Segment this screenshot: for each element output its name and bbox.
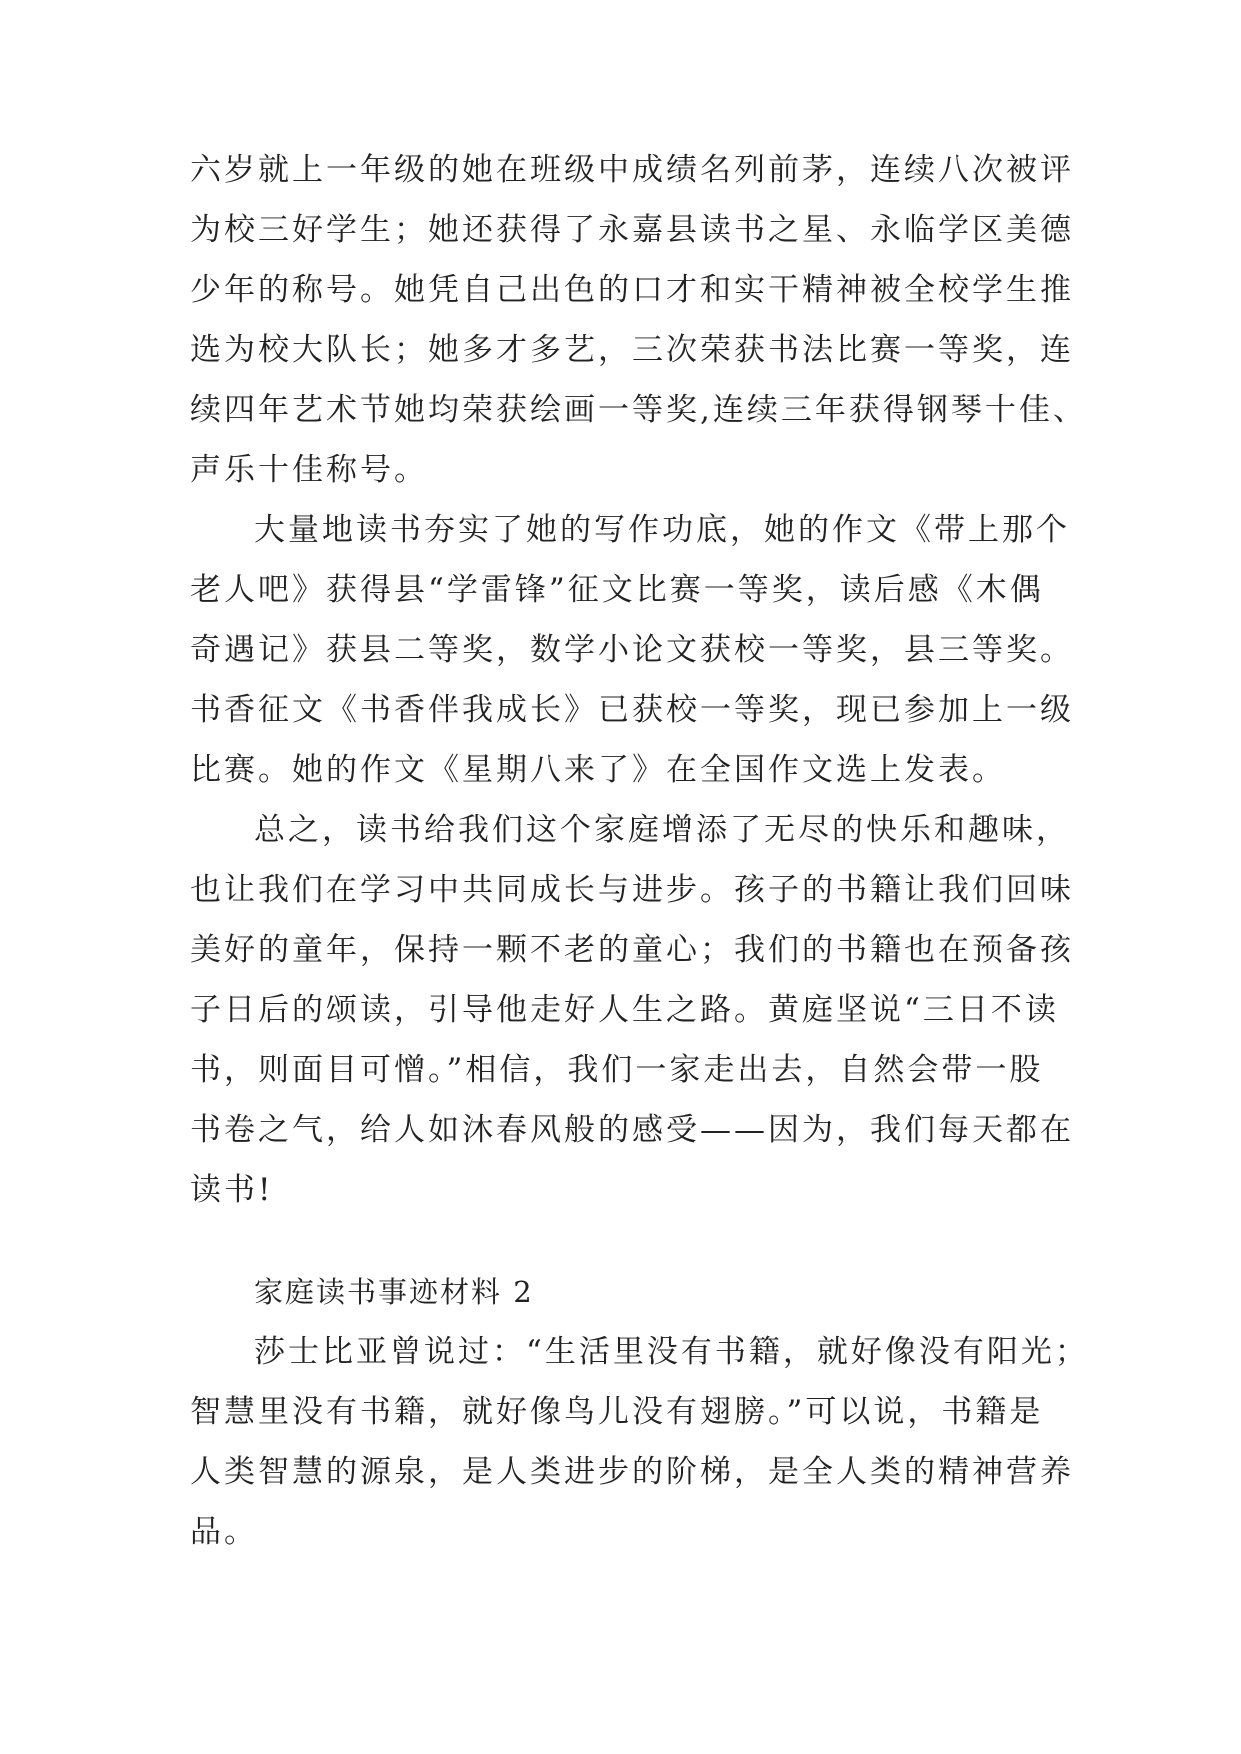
text-line: 也让我们在学习中共同成长与进步。孩子的书籍让我们回味	[190, 872, 1074, 908]
text-line: 读书!	[190, 1172, 274, 1208]
text-line: 大量地读书夯实了她的写作功底，她的作文《带上那个	[254, 512, 1070, 548]
text-line: 奇遇记》获县二等奖，数学小论文获校一等奖，县三等奖。	[190, 632, 1074, 668]
text-line: 书香征文《书香伴我成长》已获校一等奖，现已参加上一级	[190, 692, 1074, 728]
text-line: 美好的童年，保持一颗不老的童心；我们的书籍也在预备孩	[190, 932, 1074, 968]
text-line: 子日后的颂读，引导他走好人生之路。黄庭坚说“三日不读	[190, 992, 1059, 1028]
text-line: 总之，读书给我们这个家庭增添了无尽的快乐和趣味，	[254, 812, 1070, 848]
paragraph-3	[190, 800, 1074, 1220]
text-line: 选为校大队长；她多才多艺，三次荣获书法比赛一等奖，连	[190, 332, 1074, 368]
text-line: 六岁就上一年级的她在班级中成绩名列前茅，连续八次被评	[190, 152, 1074, 188]
paragraph-4	[190, 1322, 1089, 1562]
text-line: 智慧里没有书籍，就好像鸟儿没有翅膀。”可以说，书籍是	[190, 1394, 1044, 1430]
paragraph-2	[190, 500, 1074, 800]
text-line: 莎士比亚曾说过：“生活里没有书籍，就好像没有阳光；	[254, 1334, 1089, 1370]
paragraph-1	[190, 140, 1087, 500]
text-line: 老人吧》获得县“学雷锋”征文比赛一等奖，读后感《木偶	[190, 572, 1044, 608]
text-line: 书卷之气，给人如沐春风般的感受——因为，我们每天都在	[190, 1112, 1074, 1148]
text-line: 续四年艺术节她均荣获绘画一等奖,连续三年获得钢琴十佳、	[190, 392, 1087, 428]
text-line: 书，则面目可憎。”相信，我们一家走出去，自然会带一股	[190, 1052, 1044, 1088]
text-line: 品。	[190, 1514, 258, 1550]
text-line: 声乐十佳称号。	[190, 452, 428, 488]
section-title: 家庭读书事迹材料 2	[254, 1275, 534, 1309]
text-line: 少年的称号。她凭自己出色的口才和实干精神被全校学生推	[190, 272, 1074, 308]
text-line: 比赛。她的作文《星期八来了》在全国作文选上发表。	[190, 752, 1006, 788]
text-line: 为校三好学生；她还获得了永嘉县读书之星、永临学区美德	[190, 212, 1074, 248]
text-line: 人类智慧的源泉，是人类进步的阶梯，是全人类的精神营养	[190, 1454, 1074, 1490]
